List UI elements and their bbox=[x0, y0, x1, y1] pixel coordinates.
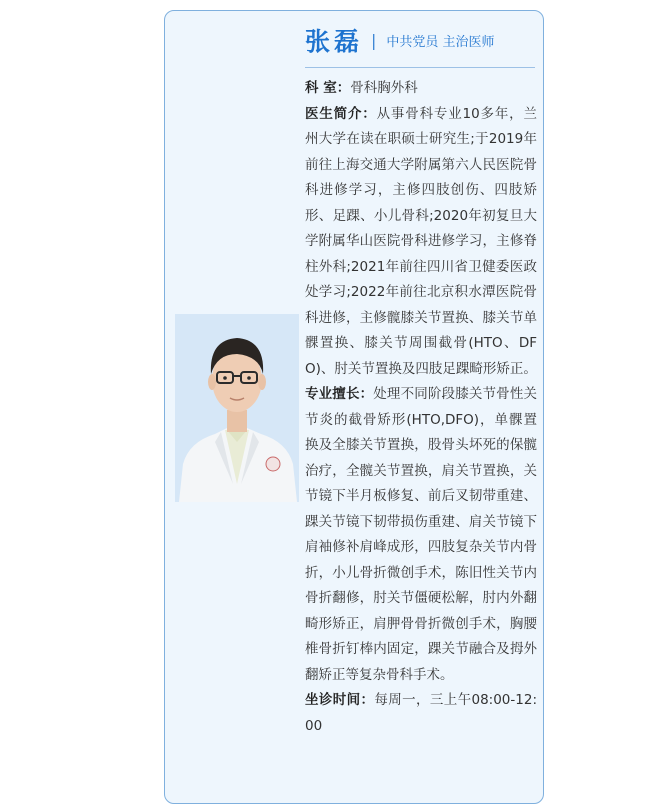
intro-row bbox=[305, 102, 537, 383]
specialty-value: 处理不同阶段膝关节骨性关节炎的截骨矫形(HTO,DFO)，单髁置换及全膝关节置换，股骨头坏死的保髋治疗，全髋关节置换，肩关节置换，关节镜下半月板修复、前后叉韧带重建、踝关节镜下韧带损伤重建、肩关节镜下肩袖修补肩峰成形，四肢复杂关节内骨折，小儿骨折微创手术，陈旧性关节内骨折翻修，肘关节僵硬松解，肘内外翻畸形矫正，肩胛骨骨折微创手术，胸腰椎骨折钉棒内固定，踝关节融合及拇外翻矫正等复杂骨科手术。 bbox=[305, 386, 537, 683]
schedule-row bbox=[305, 688, 537, 739]
specialty-row bbox=[305, 382, 537, 688]
intro-value: 从事骨科专业10多年，兰州大学在读在职硕士研究生;于2019年前往上海交通大学附属第六人民医院骨科进修学习，主修四肢创伤、四肢矫形、足踝、小儿骨科;2020年初复旦大学附属华山医院骨科进修学习，主修脊柱外科;2021年前往四川省卫健委医政处学习;2022年前往北京积水潭医院骨科进修，主修髋膝关节置换、膝关节单髁置换、膝关节周围截骨(HTO、DFO)、肘关节置换及四肢足踝畸形矫正。 bbox=[305, 105, 537, 377]
doctor-details bbox=[305, 76, 537, 739]
doctor-name: 张磊 bbox=[305, 27, 364, 56]
schedule-label: 坐诊时间： bbox=[305, 692, 375, 708]
department-value: 骨科胸外科 bbox=[350, 80, 418, 96]
header-separator: | bbox=[371, 30, 377, 50]
doctor-photo bbox=[175, 314, 299, 502]
schedule-value: 每周一，三上午08:00-12:00 bbox=[305, 692, 537, 734]
intro-label: 医生简介： bbox=[305, 105, 377, 122]
doctor-header bbox=[305, 20, 495, 60]
header-divider bbox=[305, 67, 535, 68]
specialty-label: 专业擅长： bbox=[305, 386, 374, 402]
department-label: 科 室： bbox=[305, 80, 351, 96]
department-row bbox=[305, 76, 537, 102]
doctor-title: 中共党员 主治医师 bbox=[386, 34, 495, 50]
